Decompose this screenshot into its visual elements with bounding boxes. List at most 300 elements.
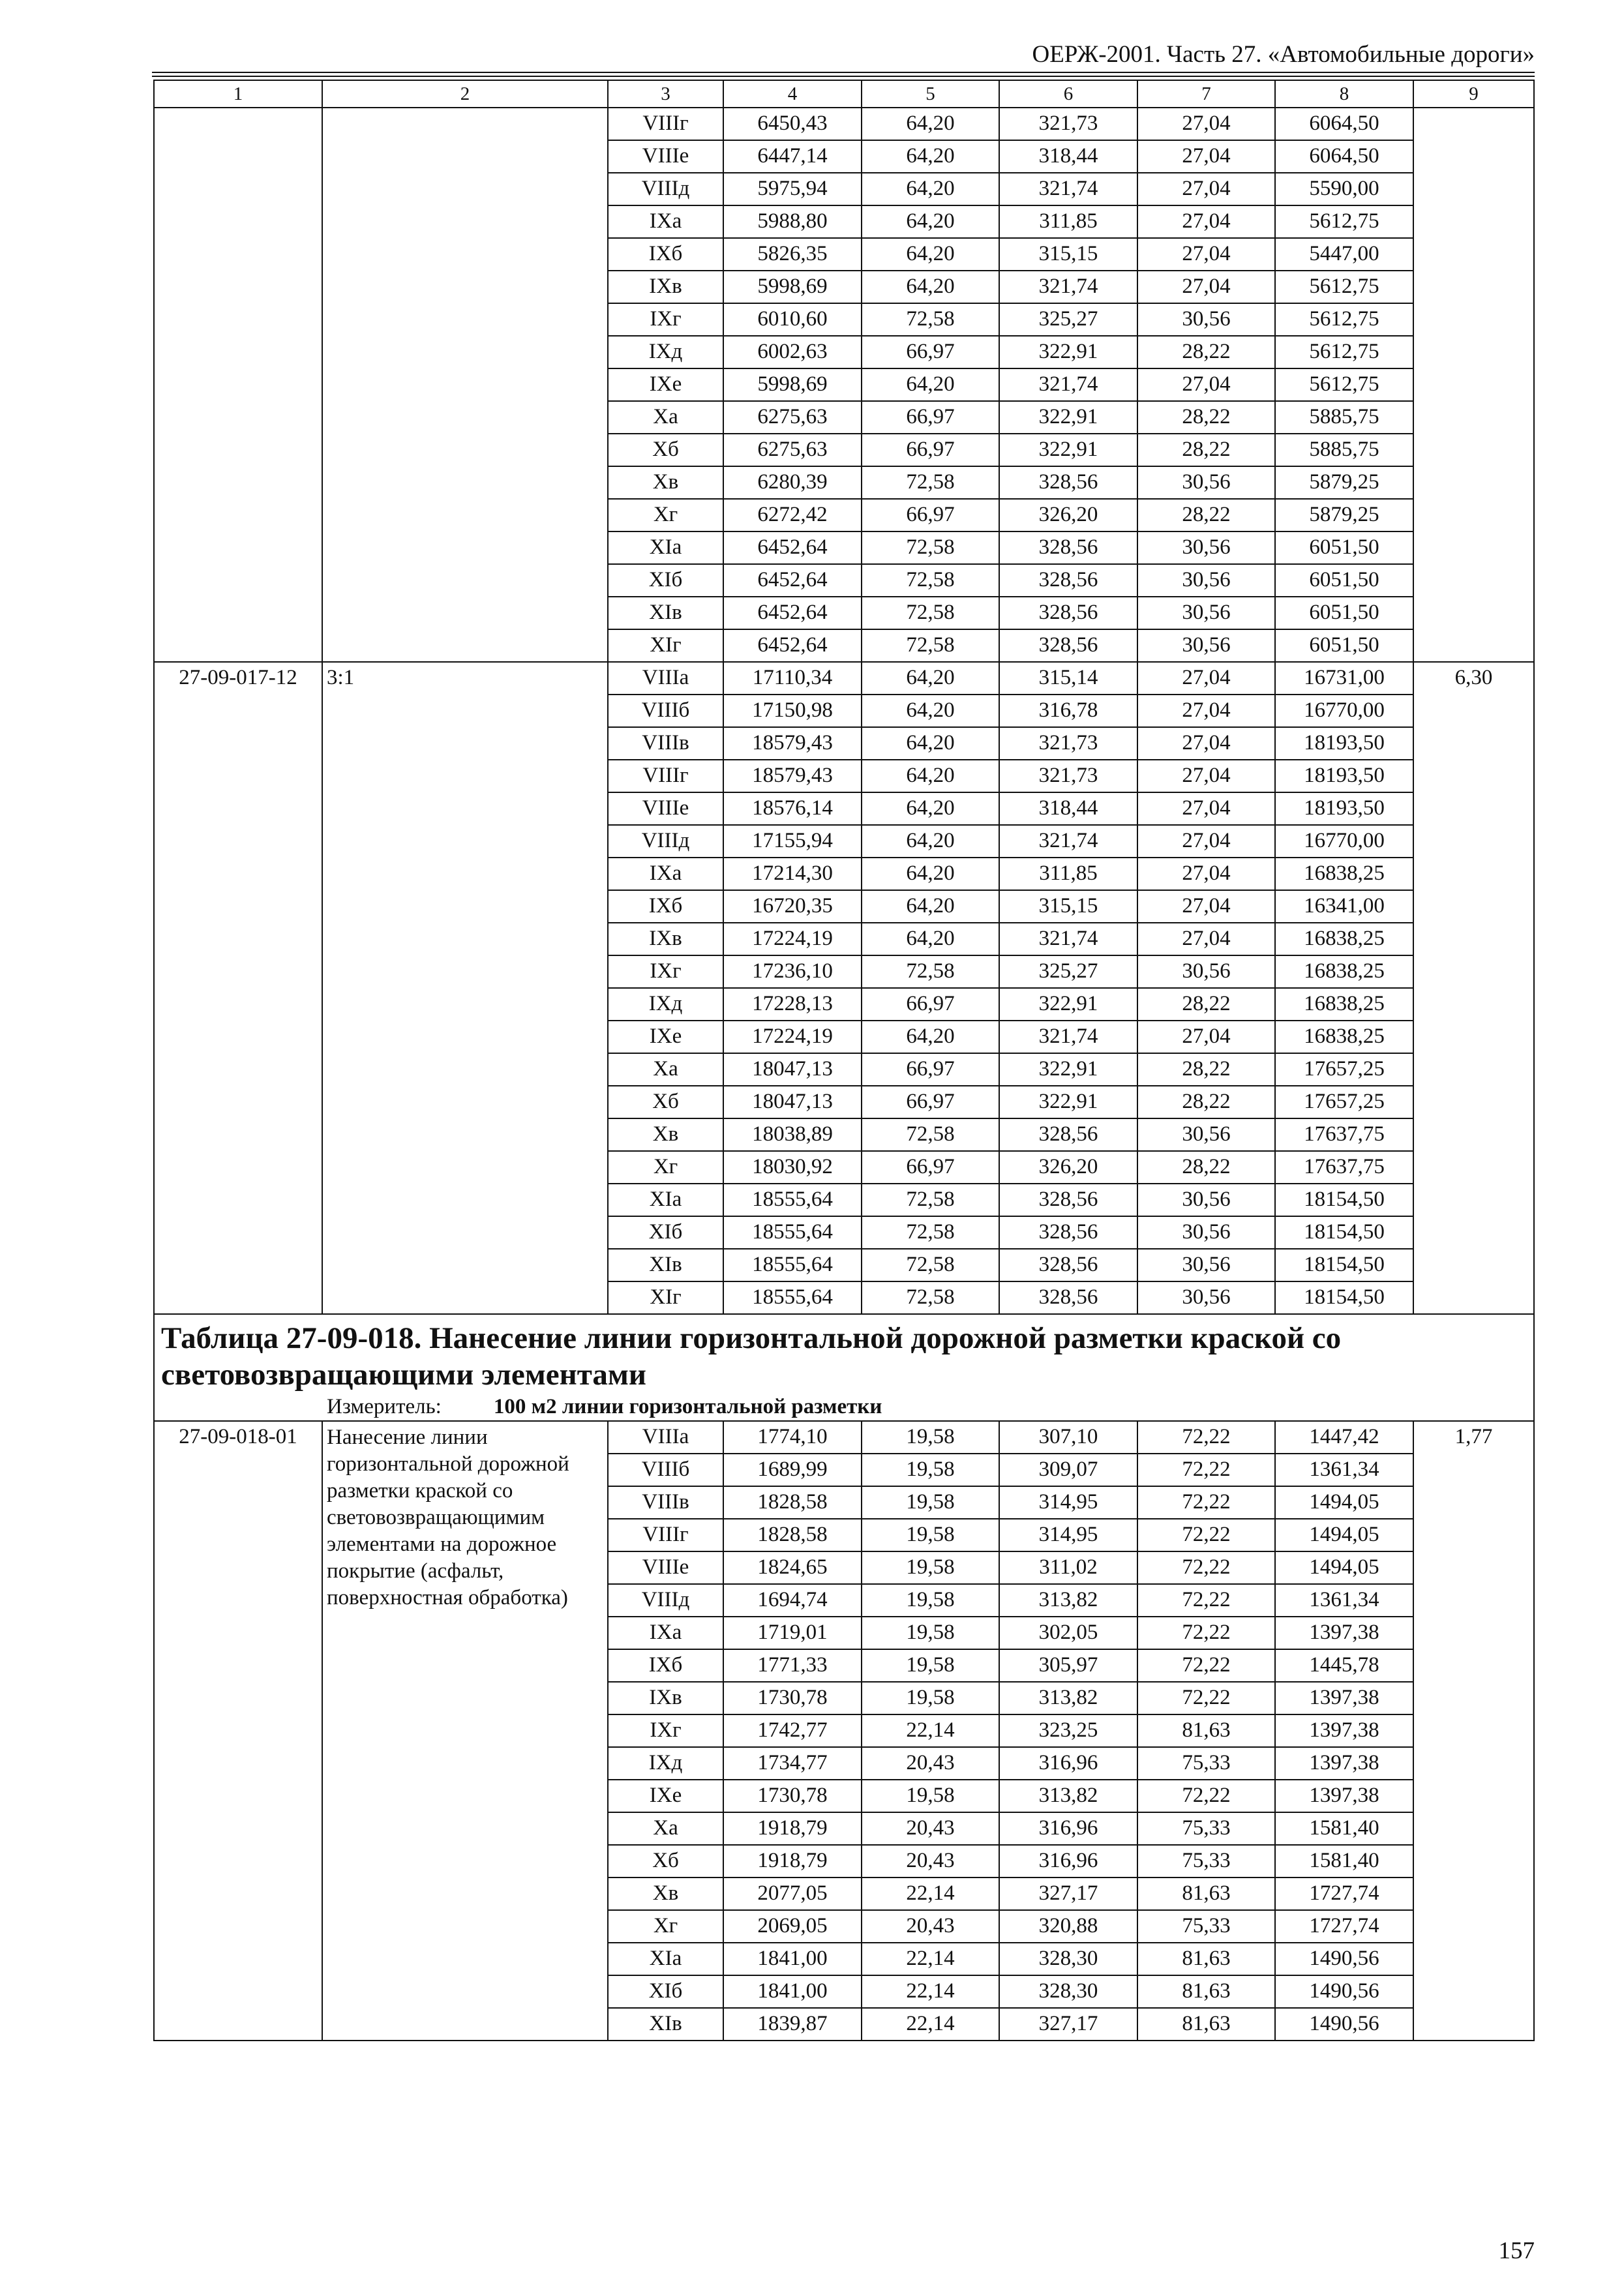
table-cell: 18154,50 [1275,1216,1413,1249]
table-cell: 320,88 [999,1910,1137,1943]
table-cell: 17228,13 [723,988,862,1021]
table-cell: 1397,38 [1275,1747,1413,1780]
table-cell: 27,04 [1137,695,1275,727]
table-cell: 6002,63 [723,336,862,368]
table-cell: 72,22 [1137,1486,1275,1519]
table-cell: Xв [608,466,723,499]
table-cell: 328,56 [999,1249,1137,1281]
table-cell: 328,56 [999,1216,1137,1249]
table-cell: 27,04 [1137,858,1275,890]
table-cell: 17657,25 [1275,1086,1413,1118]
column-number-cell: 5 [862,80,999,108]
measure-line [327,1393,1527,1420]
table-cell: Xб [608,434,723,466]
table-cell: 18193,50 [1275,760,1413,792]
table-cell: 22,14 [862,1878,999,1910]
table-cell: 326,20 [999,1151,1137,1184]
table-cell: 322,91 [999,1086,1137,1118]
table-cell: 1841,00 [723,1943,862,1975]
table-cell: 328,56 [999,466,1137,499]
table-cell: 314,95 [999,1519,1137,1551]
table-cell: Xг [608,499,723,531]
table-cell: 28,22 [1137,401,1275,434]
table-cell: VIIIд [608,173,723,205]
table-cell: 328,56 [999,1281,1137,1314]
table-cell: 1918,79 [723,1845,862,1878]
table-cell: 27,04 [1137,727,1275,760]
table-cell: 1841,00 [723,1975,862,2008]
table-cell: 30,56 [1137,466,1275,499]
table-cell: 16770,00 [1275,825,1413,858]
table-cell: 2069,05 [723,1910,862,1943]
table-cell: 18047,13 [723,1086,862,1118]
table-cell: 311,85 [999,858,1137,890]
table-cell: VIIIа [608,662,723,695]
table-cell: 18555,64 [723,1184,862,1216]
table-cell: 27,04 [1137,760,1275,792]
table-cell: 325,27 [999,303,1137,336]
table-cell: 321,74 [999,368,1137,401]
table-cell: 75,33 [1137,1747,1275,1780]
table-cell: 313,82 [999,1780,1137,1812]
table-cell: 30,56 [1137,597,1275,629]
table-cell: 28,22 [1137,434,1275,466]
table-cell: XIв [608,597,723,629]
rate-name-cell: 3:1 [322,662,608,1314]
table-cell: 28,22 [1137,1053,1275,1086]
table-cell: 6051,50 [1275,531,1413,564]
table-cell: XIб [608,1216,723,1249]
table-title-row [154,1314,1534,1421]
table-cell: 75,33 [1137,1812,1275,1845]
table-cell: 5879,25 [1275,466,1413,499]
table-cell: 321,74 [999,825,1137,858]
table-cell: 326,20 [999,499,1137,531]
table-cell: 307,10 [999,1421,1137,1454]
table-cell: 1581,40 [1275,1845,1413,1878]
table-cell: 72,22 [1137,1551,1275,1584]
table-cell: 27,04 [1137,173,1275,205]
table-cell: 64,20 [862,238,999,271]
table-cell: 1397,38 [1275,1714,1413,1747]
table-cell: IXв [608,923,723,955]
table-cell: 328,30 [999,1975,1137,2008]
table-cell: IXв [608,1682,723,1714]
table-cell: 30,56 [1137,955,1275,988]
table-cell: 27,04 [1137,890,1275,923]
table-cell: 30,56 [1137,1184,1275,1216]
table-cell: 315,14 [999,662,1137,695]
table-cell: 64,20 [862,271,999,303]
table-cell: 1494,05 [1275,1519,1413,1551]
table-cell: VIIIг [608,760,723,792]
table-cell: 18038,89 [723,1118,862,1151]
table-cell: 66,97 [862,1053,999,1086]
table-cell: 5612,75 [1275,336,1413,368]
column-number-cell: 8 [1275,80,1413,108]
table-cell: 64,20 [862,825,999,858]
col9-value-cell: 1,77 [1413,1421,1534,2041]
table-cell: 322,91 [999,1053,1137,1086]
table-cell: 16341,00 [1275,890,1413,923]
table-cell: 72,58 [862,531,999,564]
table-cell: 18154,50 [1275,1249,1413,1281]
table-cell: 311,02 [999,1551,1137,1584]
table-cell: 5447,00 [1275,238,1413,271]
table-cell: 66,97 [862,1151,999,1184]
table-cell: 18576,14 [723,792,862,825]
table-cell: IXа [608,205,723,238]
table-cell: 1719,01 [723,1617,862,1649]
table-cell: XIа [608,1943,723,1975]
column-number-row [154,80,1534,108]
table-cell: 5612,75 [1275,271,1413,303]
table-cell: 27,04 [1137,1021,1275,1053]
table-cell: 1727,74 [1275,1878,1413,1910]
table-cell: 18579,43 [723,727,862,760]
table-cell: 328,56 [999,564,1137,597]
table-cell: 66,97 [862,499,999,531]
table-cell: 6064,50 [1275,140,1413,173]
table-cell: 311,85 [999,205,1137,238]
table-cell: 72,58 [862,629,999,662]
table-cell: 322,91 [999,434,1137,466]
table-cell: Xа [608,1053,723,1086]
table-cell: XIа [608,531,723,564]
table-cell: 1361,34 [1275,1584,1413,1617]
table-cell: 6452,64 [723,531,862,564]
table-cell: IXв [608,271,723,303]
table-cell: 5988,80 [723,205,862,238]
table-cell: VIIIе [608,792,723,825]
table-cell: 6051,50 [1275,629,1413,662]
column-number-cell: 6 [999,80,1137,108]
table-cell: 6010,60 [723,303,862,336]
table-cell: 28,22 [1137,499,1275,531]
table-cell: 5998,69 [723,271,862,303]
table-cell: 5885,75 [1275,434,1413,466]
table-cell: 313,82 [999,1682,1137,1714]
table-cell: 17224,19 [723,1021,862,1053]
table-cell: 328,56 [999,1118,1137,1151]
table-cell: Xг [608,1151,723,1184]
table-cell: VIIIд [608,1584,723,1617]
table-cell: 1828,58 [723,1519,862,1551]
table-cell: 72,22 [1137,1617,1275,1649]
table-cell: 17637,75 [1275,1118,1413,1151]
column-number-cell: 7 [1137,80,1275,108]
table-cell: 1494,05 [1275,1551,1413,1584]
table-cell: 316,96 [999,1747,1137,1780]
table-cell: IXб [608,890,723,923]
table-cell: 19,58 [862,1486,999,1519]
table-cell: 328,56 [999,629,1137,662]
table-cell: 30,56 [1137,531,1275,564]
table-cell: 321,73 [999,727,1137,760]
table-cell: 19,58 [862,1682,999,1714]
table-cell: Xб [608,1845,723,1878]
table-cell: 6272,42 [723,499,862,531]
table-cell: 66,97 [862,434,999,466]
table-cell: 322,91 [999,336,1137,368]
col9-cell-empty [1413,108,1534,662]
table-cell: VIIIб [608,695,723,727]
table-cell: 16838,25 [1275,988,1413,1021]
table-cell: 1774,10 [723,1421,862,1454]
table-cell: 18154,50 [1275,1281,1413,1314]
table-cell: 318,44 [999,792,1137,825]
table-cell: 16720,35 [723,890,862,923]
table-cell: 316,96 [999,1812,1137,1845]
table-cell: 1397,38 [1275,1682,1413,1714]
table-cell: 328,56 [999,597,1137,629]
table-cell: 72,58 [862,466,999,499]
table-cell: VIIIа [608,1421,723,1454]
table-cell: 72,22 [1137,1519,1275,1551]
table-cell: 72,58 [862,597,999,629]
table-cell: 16731,00 [1275,662,1413,695]
table-cell: 16838,25 [1275,955,1413,988]
table-cell: 17224,19 [723,923,862,955]
table-cell: 1839,87 [723,2008,862,2041]
table-cell: Xв [608,1878,723,1910]
table-cell: 2077,05 [723,1878,862,1910]
table-cell: 17236,10 [723,955,862,988]
rates-table-body [154,80,1534,2041]
table-cell: 1918,79 [723,1812,862,1845]
table-cell: XIб [608,1975,723,2008]
table-cell: 81,63 [1137,1943,1275,1975]
table-cell: VIIIе [608,1551,723,1584]
table-cell: 28,22 [1137,336,1275,368]
table-cell: 22,14 [862,2008,999,2041]
header-rule [152,72,1535,73]
table-cell: 302,05 [999,1617,1137,1649]
table-cell: 328,56 [999,1184,1137,1216]
table-cell: 19,58 [862,1617,999,1649]
table-cell: Xа [608,1812,723,1845]
table-cell: 30,56 [1137,1118,1275,1151]
table-cell: 72,22 [1137,1780,1275,1812]
table-cell: 66,97 [862,1086,999,1118]
table-cell: XIб [608,564,723,597]
table-cell: 325,27 [999,955,1137,988]
table-cell: IXб [608,1649,723,1682]
table-cell: 1581,40 [1275,1812,1413,1845]
table-cell: Xг [608,1910,723,1943]
table-cell: IXе [608,1780,723,1812]
table-cell: 30,56 [1137,564,1275,597]
table-cell: 64,20 [862,368,999,401]
table-cell: 64,20 [862,1021,999,1053]
table-cell: 16838,25 [1275,858,1413,890]
table-cell: 75,33 [1137,1845,1275,1878]
table-cell: VIIIд [608,825,723,858]
table-cell: 1397,38 [1275,1780,1413,1812]
table-cell: 72,58 [862,564,999,597]
table-cell: 327,17 [999,2008,1137,2041]
table-cell: 19,58 [862,1519,999,1551]
table-cell: 313,82 [999,1584,1137,1617]
table-cell: 27,04 [1137,108,1275,140]
table-cell: 305,97 [999,1649,1137,1682]
table-cell: 1490,56 [1275,1975,1413,2008]
table-cell: 27,04 [1137,792,1275,825]
table-cell: 5590,00 [1275,173,1413,205]
table-cell: 16838,25 [1275,1021,1413,1053]
table-cell: 1689,99 [723,1454,862,1486]
table-cell: 1490,56 [1275,2008,1413,2041]
table-cell: 6280,39 [723,466,862,499]
col9-value-cell: 6,30 [1413,662,1534,1314]
table-cell: 18555,64 [723,1249,862,1281]
column-number-cell: 4 [723,80,862,108]
table-cell: 30,56 [1137,1281,1275,1314]
table-cell: 6275,63 [723,434,862,466]
table-cell: 27,04 [1137,923,1275,955]
table-cell: 5879,25 [1275,499,1413,531]
table-cell: 321,74 [999,1021,1137,1053]
table-cell: 316,78 [999,695,1137,727]
table-cell: 18193,50 [1275,792,1413,825]
table-cell: 1490,56 [1275,1943,1413,1975]
table-cell: Xа [608,401,723,434]
table-cell: VIIIв [608,727,723,760]
table-cell: 72,22 [1137,1649,1275,1682]
table-cell: 17110,34 [723,662,862,695]
table-cell: 6447,14 [723,140,862,173]
table-cell: 19,58 [862,1584,999,1617]
rates-table [153,80,1535,2041]
table-cell: 27,04 [1137,238,1275,271]
table-cell: 6275,63 [723,401,862,434]
table-cell: 1694,74 [723,1584,862,1617]
table-cell: 64,20 [862,923,999,955]
measure-label: Измеритель: [327,1395,442,1418]
table-cell: IXд [608,336,723,368]
table-cell: 64,20 [862,890,999,923]
table-cell: Xв [608,1118,723,1151]
table-cell: 72,22 [1137,1584,1275,1617]
table-cell: 81,63 [1137,1975,1275,2008]
table-cell: 1734,77 [723,1747,862,1780]
table-cell: 17657,25 [1275,1053,1413,1086]
code-cell-empty [154,108,322,662]
table-cell: 6452,64 [723,597,862,629]
table-cell: 64,20 [862,792,999,825]
table-cell: IXб [608,238,723,271]
table-cell: XIв [608,2008,723,2041]
table-cell: 20,43 [862,1812,999,1845]
table-cell: 1447,42 [1275,1421,1413,1454]
table-cell: XIа [608,1184,723,1216]
table-cell: 6064,50 [1275,108,1413,140]
table-cell: VIIIг [608,108,723,140]
table-cell: 1730,78 [723,1780,862,1812]
table-cell: 1445,78 [1275,1649,1413,1682]
table-cell: VIIIб [608,1454,723,1486]
table-cell: 1397,38 [1275,1617,1413,1649]
table-title-cell [154,1314,1534,1421]
table-cell: 27,04 [1137,271,1275,303]
table-cell: IXг [608,1714,723,1747]
table-cell: IXд [608,1747,723,1780]
table-cell: 81,63 [1137,1878,1275,1910]
table-cell: 30,56 [1137,1249,1275,1281]
table-cell: 19,58 [862,1551,999,1584]
table-cell: 16770,00 [1275,695,1413,727]
table-cell: 27,04 [1137,205,1275,238]
table-cell: 66,97 [862,401,999,434]
measure-value: 100 м2 линии горизонтальной разметки [493,1395,882,1418]
table-cell: 72,58 [862,303,999,336]
column-number-cell: 2 [322,80,608,108]
table-cell: XIв [608,1249,723,1281]
table-row [154,662,1534,695]
table-cell: 64,20 [862,173,999,205]
table-cell: 19,58 [862,1780,999,1812]
table-cell: 22,14 [862,1943,999,1975]
table-cell: 6450,43 [723,108,862,140]
table-cell: 64,20 [862,760,999,792]
table-cell: 20,43 [862,1845,999,1878]
table-cell: 328,56 [999,531,1137,564]
table-cell: 19,58 [862,1649,999,1682]
table-cell: 72,58 [862,955,999,988]
rate-code-cell: 27-09-017-12 [154,662,322,1314]
table-cell: 64,20 [862,205,999,238]
table-cell: 19,58 [862,1454,999,1486]
table-cell: 17637,75 [1275,1151,1413,1184]
rate-name-cell: Нанесение линии горизонтальной дорожной разметки краской со световозвращающимим элементами на дорожное покрытие (асфальт, поверхностная обработка) [322,1421,608,2041]
table-cell: 321,74 [999,923,1137,955]
column-number-cell: 9 [1413,80,1534,108]
table-cell: 5612,75 [1275,303,1413,336]
table-cell: 72,58 [862,1281,999,1314]
table-cell: 6452,64 [723,564,862,597]
table-cell: 309,07 [999,1454,1137,1486]
table-cell: 16838,25 [1275,923,1413,955]
table-title: Таблица 27-09-018. Нанесение линии горизонтальной дорожной разметки краской со световозвращающими элементами [161,1321,1342,1392]
table-cell: 81,63 [1137,1714,1275,1747]
table-cell: 30,56 [1137,629,1275,662]
table-cell: 5975,94 [723,173,862,205]
table-cell: 22,14 [862,1714,999,1747]
table-cell: IXе [608,1021,723,1053]
table-cell: 27,04 [1137,368,1275,401]
table-cell: 28,22 [1137,1151,1275,1184]
table-cell: 30,56 [1137,303,1275,336]
table-cell: 314,95 [999,1486,1137,1519]
table-cell: 22,14 [862,1975,999,2008]
table-cell: 18047,13 [723,1053,862,1086]
table-row [154,108,1534,140]
table-cell: 72,22 [1137,1682,1275,1714]
table-cell: Xб [608,1086,723,1118]
table-cell: 17150,98 [723,695,862,727]
table-cell: 66,97 [862,988,999,1021]
table-cell: 18579,43 [723,760,862,792]
table-cell: 18154,50 [1275,1184,1413,1216]
table-cell: 1771,33 [723,1649,862,1682]
table-cell: 5612,75 [1275,205,1413,238]
table-cell: 315,15 [999,238,1137,271]
table-cell: VIIIг [608,1519,723,1551]
table-cell: 72,58 [862,1118,999,1151]
table-cell: 5826,35 [723,238,862,271]
table-cell: 316,96 [999,1845,1137,1878]
table-cell: 1730,78 [723,1682,862,1714]
